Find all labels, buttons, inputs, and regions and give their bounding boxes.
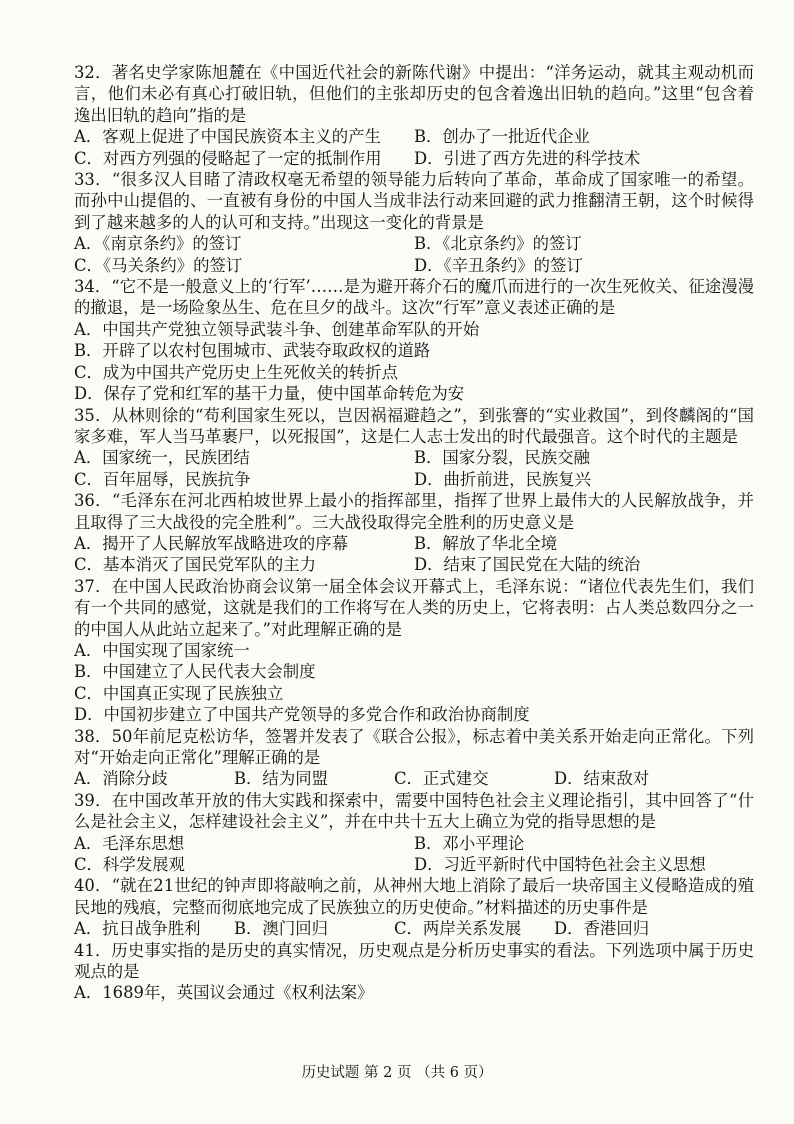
question-35 xyxy=(74,405,754,491)
option-d[interactable]: D．习近平新时代中国特色社会主义思想 xyxy=(414,855,706,875)
option-c[interactable]: C．基本消灭了国民党军队的主力 xyxy=(74,555,317,575)
option-d[interactable]: D．中国初步建立了中国共产党领导的多党合作和政治协商制度 xyxy=(74,705,530,725)
question-39 xyxy=(74,790,754,876)
option-group xyxy=(74,126,754,169)
option-b[interactable]: B．《北京条约》的签订 xyxy=(414,234,582,254)
option-group xyxy=(74,833,754,876)
option-group xyxy=(74,918,754,939)
question-stem: 37．在中国人民政治协商会议第一届全体会议开幕式上，毛泽东说：“诸位代表先生们，我们有一个共同的感觉，这就是我们的工作将写在人类的历史上，它将表明：占人类总数四分之一的中国人从此站立起来了。”对此理解正确的是 xyxy=(74,576,754,639)
option-b[interactable]: B．中国建立了人民代表大会制度 xyxy=(74,662,316,682)
question-stem: 41．历史事实指的是历史的真实情况，历史观点是分析历史事实的看法。下列选项中属于历史观点的是 xyxy=(74,940,754,982)
option-d[interactable]: D．结束了国民党在大陆的统治 xyxy=(414,555,641,575)
option-c[interactable]: C．对西方列强的侵略起了一定的抵制作用 xyxy=(74,148,382,168)
question-stem: 33．“很多汉人目睹了清政权毫无希望的领导能力后转向了革命，革命成了国家唯一的希望。而孙中山提倡的、一直被有身份的中国人当成非法行动来回避的武力推翻清王朝，这个时候得到了越来越多的人的认可和支持。”出现这一变化的背景是 xyxy=(74,170,754,232)
option-b[interactable]: B．邓小平理论 xyxy=(414,833,525,853)
option-c[interactable]: C．中国真正实现了民族独立 xyxy=(74,683,284,703)
option-d[interactable]: D．引进了西方先进的科学技术 xyxy=(414,148,641,168)
option-group xyxy=(74,982,754,1003)
question-37 xyxy=(74,576,754,726)
option-a[interactable]: A．国家统一，民族团结 xyxy=(74,448,250,468)
option-a[interactable]: A．中国实现了国家统一 xyxy=(74,640,250,660)
page-footer: 历史试题 第 2 页 （共 6 页） xyxy=(301,1065,493,1081)
question-stem: 32．著名史学家陈旭麓在《中国近代社会的新陈代谢》中提出：“洋务运动，就其主观动机而言，他们未必有真心打破旧轨，但他们的主张却历史的包含着逸出旧轨的趋向。”这里“包含着逸出旧轨的趋向”指的是 xyxy=(74,63,754,125)
question-34 xyxy=(74,276,754,404)
question-list xyxy=(74,62,754,1004)
question-stem: 35．从林则徐的“苟利国家生死以，岂因祸福避趋之”，到张謇的“实业救国”，到佟麟阁的“国家多难，军人当马革裹尸，以死报国”，这是仁人志士发出的时代最强音。这个时代的主题是 xyxy=(74,405,754,446)
question-stem: 38．50年前尼克松访华，签署并发表了《联合公报》，标志着中美关系开始走向正常化。下列对“开始走向正常化”理解正确的是 xyxy=(74,726,754,767)
option-d[interactable]: D．曲折前进，民族复兴 xyxy=(414,469,592,489)
question-stem: 39．在中国改革开放的伟大实践和探索中，需要中国特色社会主义理论指引，其中回答了“什么是社会主义，怎样建设社会主义”，并在中共十五大上确立为党的指导思想的是 xyxy=(74,790,754,832)
option-a[interactable]: A．毛泽东思想 xyxy=(74,833,185,853)
question-stem: 34．“它不是一般意义上的‘行军’……是为避开蒋介石的魔爪而进行的一次生死攸关、征途漫漫的撤退，是一场险象丛生、危在旦夕的战斗。这次“行军”意义表述正确的是 xyxy=(74,277,754,318)
option-a[interactable]: A．客观上促进了中国民族资本主义的产生 xyxy=(74,127,381,147)
option-d[interactable]: D．保存了党和红军的基干力量，使中国革命转危为安 xyxy=(74,384,465,404)
option-group xyxy=(74,533,754,576)
option-group xyxy=(74,768,754,789)
option-c[interactable]: C．成为中国共产党历史上生死攸关的转折点 xyxy=(74,362,398,382)
option-c[interactable]: C．百年屈辱，民族抗争 xyxy=(74,469,251,489)
option-b[interactable]: B．开辟了以农村包围城市、武装夺取政权的道路 xyxy=(74,341,431,361)
question-stem: 36．“毛泽东在河北西柏坡世界上最小的指挥部里，指挥了世界上最伟大的人民解放战争，并且取得了三大战役的完全胜利”。三大战役取得完全胜利的历史意义是 xyxy=(74,491,754,532)
option-c[interactable]: C．《马关条约》的签订 xyxy=(74,255,243,275)
option-b[interactable]: B．结为同盟 xyxy=(234,769,328,789)
option-d[interactable]: D．结束敌对 xyxy=(554,769,650,789)
option-group xyxy=(74,640,754,726)
option-a[interactable]: A．揭开了人民解放军战略进攻的序幕 xyxy=(74,533,349,553)
question-33 xyxy=(74,169,754,276)
option-group xyxy=(74,319,754,405)
question-36 xyxy=(74,490,754,576)
option-group xyxy=(74,233,754,276)
option-group xyxy=(74,447,754,490)
question-stem: 40．“就在21世纪的钟声即将敲响之前，从神州大地上消除了最后一块帝国主义侵略造成的殖民地的残痕，完整而彻底地完成了民族独立的历史使命。”材料描述的历史事件是 xyxy=(74,876,754,917)
option-b[interactable]: B．创办了一批近代企业 xyxy=(414,127,590,147)
option-b[interactable]: B．解放了华北全境 xyxy=(414,533,558,553)
option-b[interactable]: B．澳门回归 xyxy=(234,919,328,939)
option-c[interactable]: C．正式建交 xyxy=(394,769,489,789)
question-40 xyxy=(74,875,754,939)
option-a[interactable]: A．《南京条约》的签订 xyxy=(74,234,242,254)
option-a[interactable]: A．1689年，英国议会通过《权利法案》 xyxy=(74,983,374,1003)
option-b[interactable]: B．国家分裂，民族交融 xyxy=(414,448,590,468)
option-a[interactable]: A．消除分歧 xyxy=(74,769,168,789)
option-a[interactable]: A．抗日战争胜利 xyxy=(74,919,201,939)
option-a[interactable]: A．中国共产党独立领导武装斗争、创建革命军队的开始 xyxy=(74,319,480,339)
question-38 xyxy=(74,726,754,790)
option-d[interactable]: D．《辛丑条约》的签订 xyxy=(414,255,583,275)
option-c[interactable]: C．两岸关系发展 xyxy=(394,919,522,939)
option-d[interactable]: D．香港回归 xyxy=(554,919,650,939)
question-32 xyxy=(74,62,754,169)
question-41 xyxy=(74,940,754,1004)
option-c[interactable]: C．科学发展观 xyxy=(74,855,185,875)
